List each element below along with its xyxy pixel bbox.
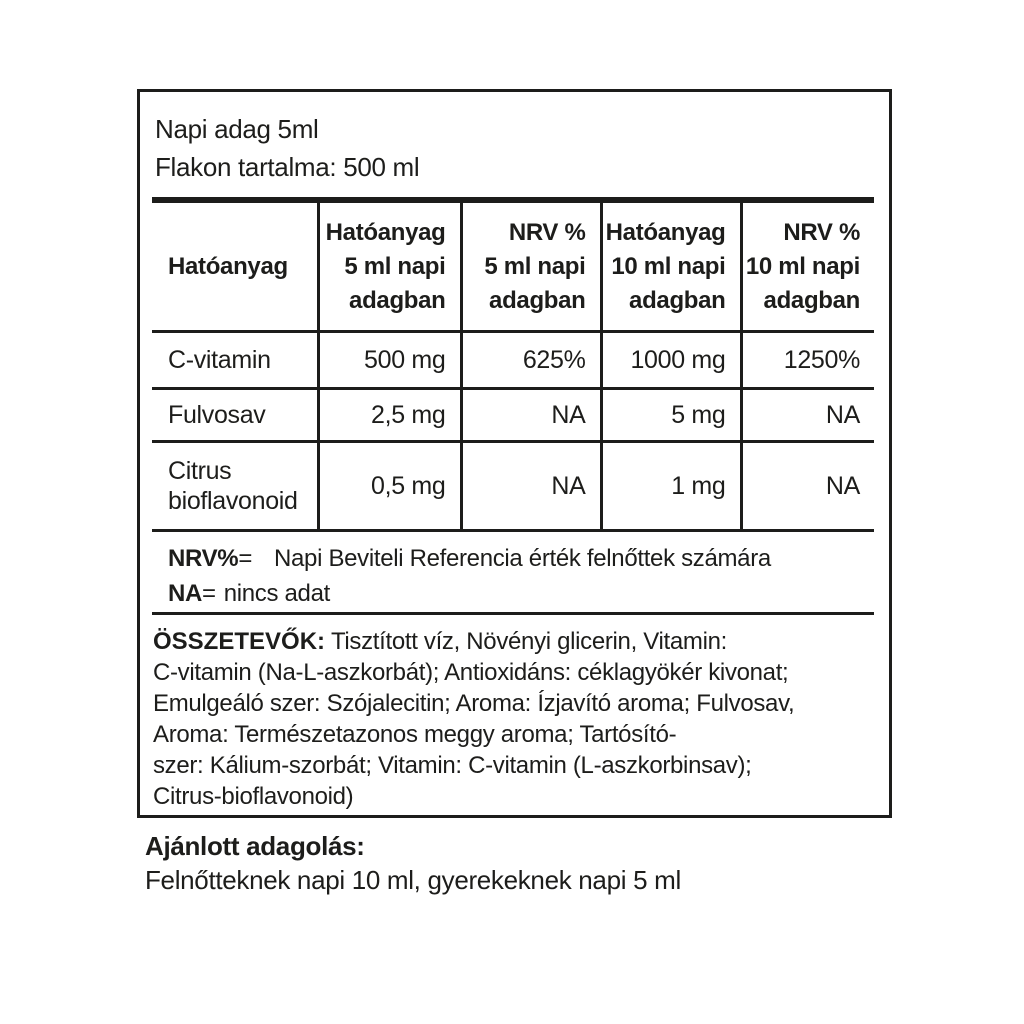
nutrition-table (152, 197, 874, 532)
header-line: 10 ml napi (611, 252, 726, 280)
substance-name-cell (152, 389, 318, 442)
amount-10ml-cell: 1000 mg (601, 332, 741, 389)
section-divider (152, 612, 874, 615)
nrv-note (168, 541, 771, 576)
substance-name: Citrus (168, 457, 232, 485)
abbreviation-notes (168, 541, 771, 611)
substance-name-cell (152, 332, 318, 389)
header-amount-10ml (601, 200, 741, 332)
header-substance (152, 200, 318, 332)
dosage-title: Ajánlott adagolás: (145, 831, 365, 861)
ingredients-line: Citrus-bioflavonoid) (153, 783, 354, 810)
dosage-text: Felnőtteknek napi 10 ml, gyerekeknek napi 5 ml (145, 865, 681, 895)
table-header-row (152, 200, 874, 332)
header-line: Hatóanyag (605, 218, 726, 246)
ingredients-section (153, 626, 794, 812)
header-line: Hatóanyag (325, 218, 446, 246)
header-line: 5 ml napi (344, 252, 446, 280)
na-note-term: NA (168, 580, 203, 607)
table-row-fulvosav (152, 389, 874, 442)
ingredients-text: Tisztított víz, Növényi glicerin, Vitamin: (330, 628, 727, 655)
amount-5ml-cell: 2,5 mg (318, 389, 461, 442)
header-nrv-5ml (461, 200, 601, 332)
nrv-10ml-cell: NA (741, 442, 874, 531)
ingredients-line: C-vitamin (Na-L-aszkorbát); Antioxidáns: céklagyökér kivonat; (153, 659, 789, 686)
header-nrv-10ml (741, 200, 874, 332)
dosage-section (145, 829, 681, 897)
substance-name: Fulvosav (168, 401, 266, 429)
header-line: adagban (629, 286, 726, 314)
header-line: adagban (763, 286, 860, 314)
nrv-5ml-cell: NA (461, 442, 601, 531)
nrv-5ml-cell: NA (461, 389, 601, 442)
header-amount-5ml (318, 200, 461, 332)
nrv-10ml-cell: 1250% (741, 332, 874, 389)
ingredients-line (153, 626, 794, 657)
ingredients-line: szer: Kálium-szorbát; Vitamin: C-vitamin (L-aszkorbinsav); (153, 752, 752, 779)
amount-5ml-cell: 0,5 mg (318, 442, 461, 531)
daily-serving-line: Napi adag 5ml (155, 114, 319, 144)
amount-10ml-cell: 5 mg (601, 389, 741, 442)
ingredients-line: Emulgeáló szer: Szójalecitin; Aroma: Ízjavító aroma; Fulvosav, (153, 690, 795, 717)
supplement-label-box (137, 89, 892, 818)
header-line: 5 ml napi (484, 252, 586, 280)
bottle-content-line: Flakon tartalma: 500 ml (155, 152, 420, 182)
amount-10ml-cell: 1 mg (601, 442, 741, 531)
nrv-note-text: Napi Beviteli Referencia érték felnőttek számára (274, 545, 771, 572)
amount-5ml-cell: 500 mg (318, 332, 461, 389)
header-line: NRV % (508, 218, 586, 246)
header-line: adagban (489, 286, 586, 314)
nrv-note-term: NRV% (168, 545, 239, 572)
table-row-c-vitamin (152, 332, 874, 389)
header-line: NRV % (783, 218, 860, 246)
header-line: Hatóanyag (168, 252, 288, 280)
na-note-eq: = (202, 580, 216, 607)
substance-name: bioflavonoid (168, 487, 298, 515)
nrv-5ml-cell: 625% (461, 332, 601, 389)
header-line: adagban (349, 286, 446, 314)
nrv-10ml-cell: NA (741, 389, 874, 442)
nrv-note-eq: = (238, 545, 253, 572)
substance-name: C-vitamin (168, 346, 271, 374)
na-note (168, 576, 771, 611)
substance-name-cell (152, 442, 318, 531)
table-row-citrus-bioflavonoid (152, 442, 874, 531)
na-note-text: nincs adat (223, 580, 330, 607)
serving-info (155, 110, 419, 186)
ingredients-label: ÖSSZETEVŐK: (153, 628, 326, 655)
header-line: 10 ml napi (745, 252, 860, 280)
ingredients-line: Aroma: Természetazonos meggy aroma; Tartósító- (153, 721, 677, 748)
